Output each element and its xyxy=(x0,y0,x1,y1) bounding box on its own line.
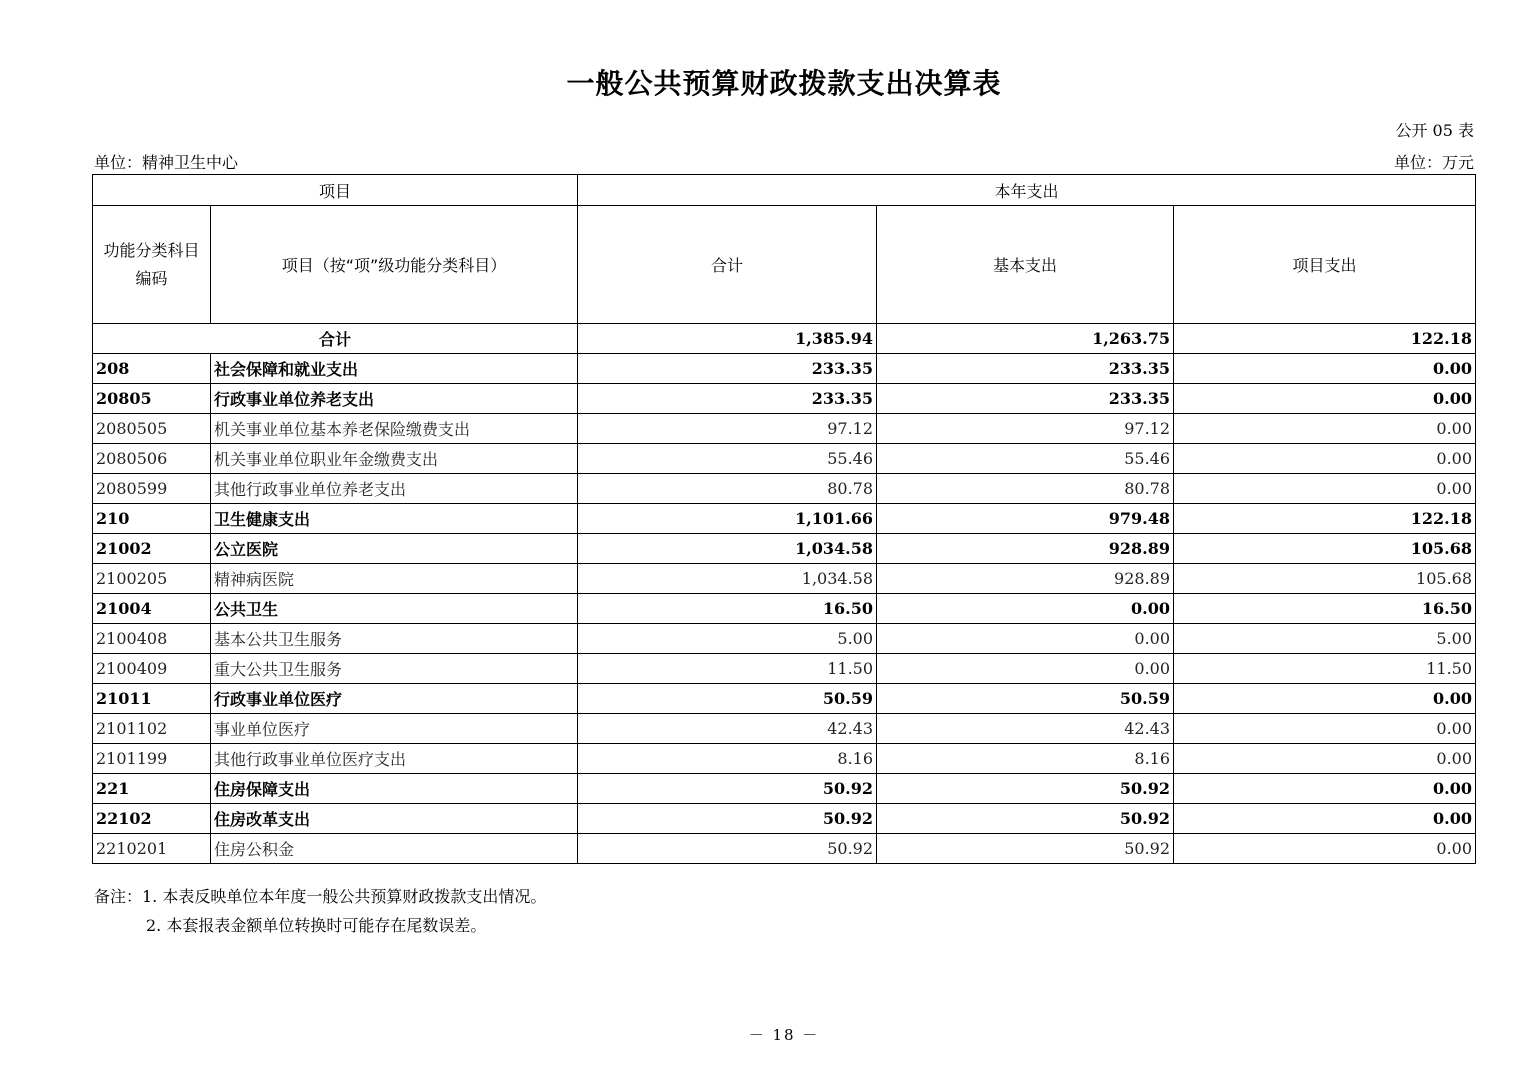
row-project: 0.00 xyxy=(1174,684,1476,714)
table-row xyxy=(93,534,1476,564)
row-total: 8.16 xyxy=(578,744,877,774)
row-name: 住房改革支出 xyxy=(211,804,578,834)
table-row xyxy=(93,504,1476,534)
row-project: 105.68 xyxy=(1174,534,1476,564)
form-number: 公开 05 表 xyxy=(1395,121,1474,140)
row-basic: 8.16 xyxy=(877,744,1174,774)
table-row xyxy=(93,774,1476,804)
row-project: 16.50 xyxy=(1174,594,1476,624)
row-code: 2080506 xyxy=(93,444,211,474)
row-total: 233.35 xyxy=(578,354,877,384)
row-total: 1,034.58 xyxy=(578,534,877,564)
header-current-year: 本年支出 xyxy=(578,175,1476,206)
total-label: 合计 xyxy=(93,324,578,354)
note-2: 2. 本套报表金额单位转换时可能存在尾数误差。 xyxy=(146,916,487,935)
table-row xyxy=(93,594,1476,624)
row-code: 2100205 xyxy=(93,564,211,594)
row-basic: 233.35 xyxy=(877,384,1174,414)
total-basic: 1,263.75 xyxy=(877,324,1174,354)
table-row xyxy=(93,414,1476,444)
row-name: 机关事业单位职业年金缴费支出 xyxy=(211,444,578,474)
row-project: 0.00 xyxy=(1174,384,1476,414)
row-total: 1,101.66 xyxy=(578,504,877,534)
header-code: 功能分类科目编码 xyxy=(93,206,211,324)
row-basic: 233.35 xyxy=(877,354,1174,384)
money-unit: 单位：万元 xyxy=(1393,153,1474,172)
row-code: 21004 xyxy=(93,594,211,624)
row-code: 210 xyxy=(93,504,211,534)
table-row xyxy=(93,474,1476,504)
row-code: 2101199 xyxy=(93,744,211,774)
row-name: 重大公共卫生服务 xyxy=(211,654,578,684)
header-basic: 基本支出 xyxy=(877,206,1174,324)
row-total: 50.92 xyxy=(578,834,877,864)
row-basic: 0.00 xyxy=(877,594,1174,624)
table-row xyxy=(93,714,1476,744)
row-project: 11.50 xyxy=(1174,654,1476,684)
table-row xyxy=(93,624,1476,654)
row-name: 其他行政事业单位养老支出 xyxy=(211,474,578,504)
row-code: 221 xyxy=(93,774,211,804)
row-total: 5.00 xyxy=(578,624,877,654)
row-basic: 55.46 xyxy=(877,444,1174,474)
row-project: 0.00 xyxy=(1174,834,1476,864)
row-project: 105.68 xyxy=(1174,564,1476,594)
row-name: 基本公共卫生服务 xyxy=(211,624,578,654)
page-number: － 18 － xyxy=(748,1026,820,1044)
header-total: 合计 xyxy=(578,206,877,324)
row-name: 精神病医院 xyxy=(211,564,578,594)
row-basic: 979.48 xyxy=(877,504,1174,534)
row-project: 0.00 xyxy=(1174,804,1476,834)
row-total: 11.50 xyxy=(578,654,877,684)
row-basic: 50.92 xyxy=(877,834,1174,864)
row-code: 2080505 xyxy=(93,414,211,444)
table-row xyxy=(93,834,1476,864)
notes xyxy=(94,882,546,940)
row-code: 2080599 xyxy=(93,474,211,504)
row-code: 21011 xyxy=(93,684,211,714)
row-code: 20805 xyxy=(93,384,211,414)
row-basic: 50.59 xyxy=(877,684,1174,714)
row-name: 事业单位医疗 xyxy=(211,714,578,744)
row-total: 50.92 xyxy=(578,804,877,834)
row-code: 21002 xyxy=(93,534,211,564)
table-row xyxy=(93,444,1476,474)
row-code: 2101102 xyxy=(93,714,211,744)
total-amount: 1,385.94 xyxy=(578,324,877,354)
header-project: 项目支出 xyxy=(1174,206,1476,324)
row-project: 5.00 xyxy=(1174,624,1476,654)
row-code: 2100408 xyxy=(93,624,211,654)
row-basic: 928.89 xyxy=(877,564,1174,594)
row-basic: 0.00 xyxy=(877,654,1174,684)
row-total: 16.50 xyxy=(578,594,877,624)
row-basic: 42.43 xyxy=(877,714,1174,744)
header-name: 项目（按“项”级功能分类科目） xyxy=(211,206,578,324)
total-row xyxy=(93,324,1476,354)
row-project: 0.00 xyxy=(1174,354,1476,384)
expenditure-table xyxy=(92,174,1476,864)
row-name: 社会保障和就业支出 xyxy=(211,354,578,384)
row-code: 2210201 xyxy=(93,834,211,864)
row-basic: 97.12 xyxy=(877,414,1174,444)
total-project: 122.18 xyxy=(1174,324,1476,354)
row-basic: 928.89 xyxy=(877,534,1174,564)
table-row xyxy=(93,654,1476,684)
organization-unit: 单位：精神卫生中心 xyxy=(94,153,239,172)
table-row xyxy=(93,564,1476,594)
row-name: 行政事业单位养老支出 xyxy=(211,384,578,414)
row-project: 0.00 xyxy=(1174,444,1476,474)
row-total: 50.92 xyxy=(578,774,877,804)
row-total: 80.78 xyxy=(578,474,877,504)
row-name: 行政事业单位医疗 xyxy=(211,684,578,714)
row-project: 0.00 xyxy=(1174,744,1476,774)
row-project: 0.00 xyxy=(1174,714,1476,744)
table-row xyxy=(93,744,1476,774)
row-name: 其他行政事业单位医疗支出 xyxy=(211,744,578,774)
table-row xyxy=(93,354,1476,384)
row-name: 机关事业单位基本养老保险缴费支出 xyxy=(211,414,578,444)
row-name: 卫生健康支出 xyxy=(211,504,578,534)
table-row xyxy=(93,684,1476,714)
row-project: 122.18 xyxy=(1174,504,1476,534)
row-total: 233.35 xyxy=(578,384,877,414)
row-basic: 80.78 xyxy=(877,474,1174,504)
row-project: 0.00 xyxy=(1174,774,1476,804)
table-row xyxy=(93,384,1476,414)
row-total: 42.43 xyxy=(578,714,877,744)
row-total: 55.46 xyxy=(578,444,877,474)
row-total: 97.12 xyxy=(578,414,877,444)
row-basic: 50.92 xyxy=(877,774,1174,804)
row-total: 50.59 xyxy=(578,684,877,714)
row-code: 208 xyxy=(93,354,211,384)
row-total: 1,034.58 xyxy=(578,564,877,594)
row-project: 0.00 xyxy=(1174,414,1476,444)
header-item: 项目 xyxy=(93,175,578,206)
row-basic: 50.92 xyxy=(877,804,1174,834)
row-project: 0.00 xyxy=(1174,474,1476,504)
report-title: 一般公共预算财政拨款支出决算表 xyxy=(566,67,1002,100)
row-code: 2100409 xyxy=(93,654,211,684)
row-name: 公共卫生 xyxy=(211,594,578,624)
row-basic: 0.00 xyxy=(877,624,1174,654)
table-row xyxy=(93,804,1476,834)
row-name: 公立医院 xyxy=(211,534,578,564)
row-name: 住房保障支出 xyxy=(211,774,578,804)
note-1: 备注：1. 本表反映单位本年度一般公共预算财政拨款支出情况。 xyxy=(94,887,547,906)
row-code: 22102 xyxy=(93,804,211,834)
row-name: 住房公积金 xyxy=(211,834,578,864)
